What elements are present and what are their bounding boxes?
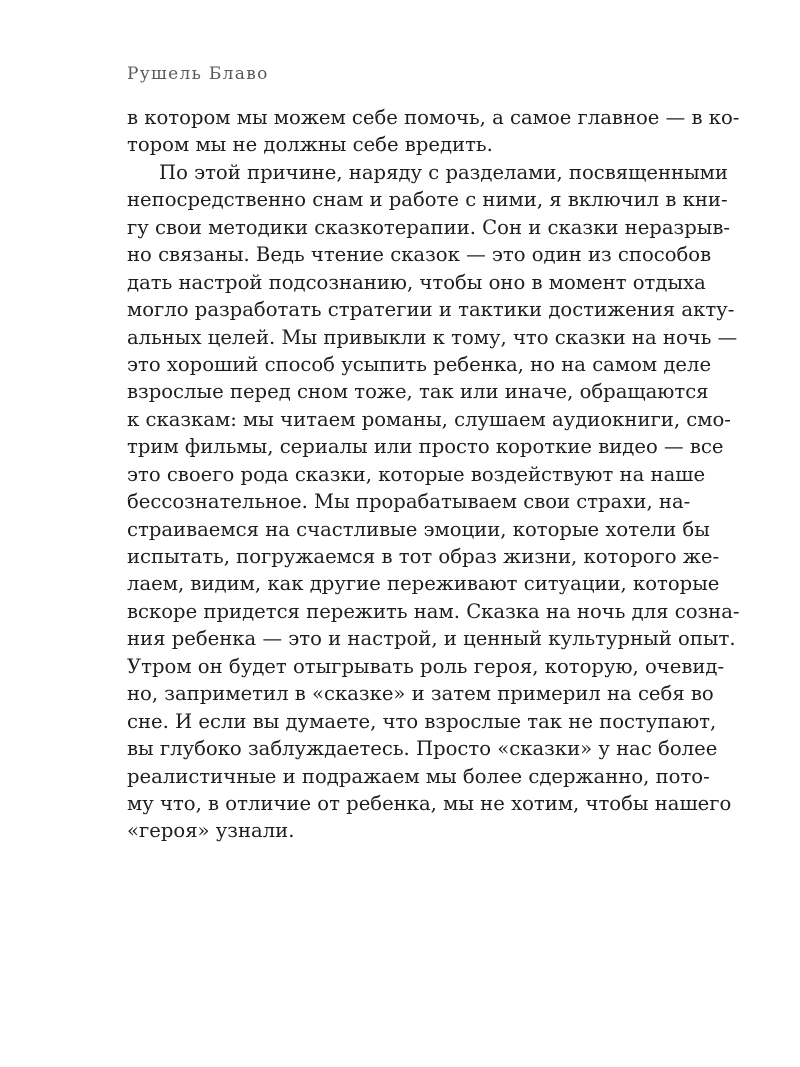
text-line: но связаны. Ведь чтение сказок — это один из способов [127, 243, 712, 267]
text-line: бессознательное. Мы прорабатываем свои страхи, на- [127, 490, 691, 514]
text-line: трим фильмы, сериалы или просто короткие видео — все [127, 435, 724, 459]
text-line: в котором мы можем себе помочь, а самое главное — в ко- [127, 106, 740, 129]
text-line: вскоре придется пережить нам. Сказка на ночь для созна- [127, 599, 740, 623]
text-line: но, заприметил в «сказке» и затем примерил на себя во [127, 682, 714, 706]
text-line: лаем, видим, как другие переживают ситуации, которые [127, 572, 720, 596]
text-line: вы глубоко заблуждаетесь. Просто «сказки» у нас более [127, 737, 718, 761]
text-line: могло разработать стратегии и тактики достижения акту- [127, 298, 735, 322]
text-line: гу свои методики сказкотерапии. Сон и сказки неразрыв- [127, 215, 731, 239]
text-line: к сказкам: мы читаем романы, слушаем аудиокниги, смо- [127, 407, 731, 431]
body-text [127, 104, 740, 845]
text-line: му что, в отличие от ребенка, мы не хотим, чтобы нашего [127, 791, 732, 815]
text-line: ния ребенка — это и настрой, и ценный культурный опыт. [127, 627, 736, 651]
text-line: По этой причине, наряду с разделами, посвященными [159, 160, 728, 184]
text-line: взрослые перед сном тоже, так или иначе, обращаются [127, 380, 709, 404]
text-line: это хороший способ усыпить ребенка, но на самом деле [127, 352, 712, 376]
text-line: дать настрой подсознанию, чтобы оно в момент отдыха [127, 270, 706, 294]
text-line: «героя» узнали. [127, 819, 295, 843]
text-line: страиваемся на счастливые эмоции, которые хотели бы [127, 517, 710, 541]
text-line: сне. И если вы думаете, что взрослые так не поступают, [127, 709, 717, 733]
text-line: альных целей. Мы привыкли к тому, что сказки на ночь — [127, 325, 738, 349]
text-line: непосредственно снам и работе с ними, я включил в кни- [127, 188, 728, 212]
text-line: испытать, погружаемся в тот образ жизни, которого же- [127, 545, 720, 568]
text-line: тором мы не должны себе вредить. [127, 133, 493, 157]
text-line: реалистичные и подражаем мы более сдержанно, пото- [127, 764, 710, 788]
text-line: Утром он будет отыгрывать роль героя, которую, очевид- [127, 654, 725, 678]
text-line: это своего рода сказки, которые воздействуют на наше [127, 462, 706, 486]
running-head-author: Рушель Блаво [127, 64, 269, 84]
